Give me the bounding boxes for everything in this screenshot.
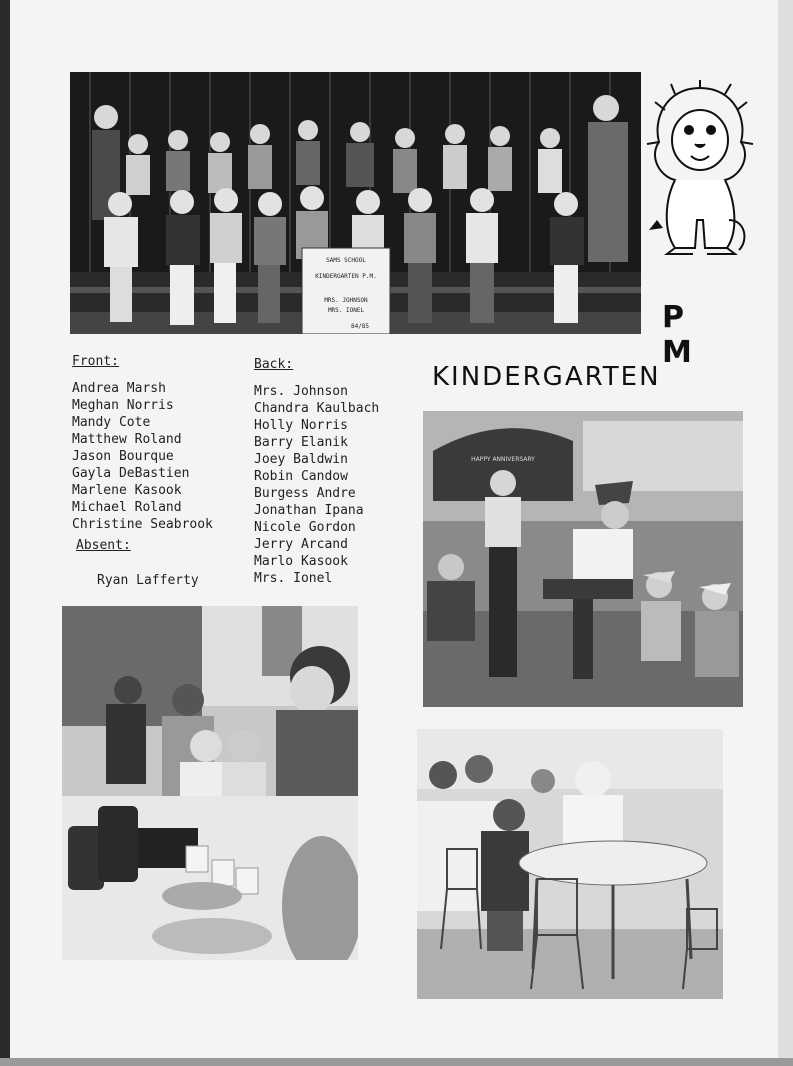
back-row-names — [254, 356, 414, 587]
back-heading: Back: — [254, 357, 294, 372]
table-activity-photo — [417, 729, 723, 999]
front-name: Jason Bourque — [72, 449, 174, 464]
pm-label: P M — [662, 300, 702, 370]
back-name: Holly Norris — [254, 418, 348, 433]
banner-text: HAPPY ANNIVERSARY — [471, 456, 535, 463]
back-name: Mrs. Johnson — [254, 384, 348, 399]
page-edge-right — [778, 0, 793, 1066]
back-name: Burgess Andre — [254, 486, 356, 501]
sign-line-3: MRS. JOHNSON — [324, 297, 368, 304]
sign-line-1: SAMS SCHOOL — [326, 257, 366, 264]
sign-line-4: MRS. IONEL — [327, 307, 365, 314]
class-photo — [70, 72, 641, 334]
back-name: Robin Candow — [254, 469, 348, 484]
front-name: Christine Seabrook — [72, 517, 213, 532]
front-name: Andrea Marsh — [72, 381, 166, 396]
lion-mascot-icon — [645, 80, 755, 260]
front-name: Gayla DeBastien — [72, 466, 190, 481]
absent-heading: Absent: — [76, 538, 131, 553]
front-heading: Front: — [72, 354, 119, 369]
back-name: Mrs. Ionel — [254, 571, 333, 586]
back-name: Chandra Kaulbach — [254, 401, 380, 416]
sign-line-2: KINDERGARTEN P.M. — [315, 273, 377, 280]
absent-name: Ryan Lafferty — [97, 573, 199, 588]
sign-line-5: 84/85 — [350, 323, 370, 330]
front-name: Meghan Norris — [72, 398, 174, 413]
front-name: Mandy Cote — [72, 415, 151, 430]
back-name: Nicole Gordon — [254, 520, 356, 535]
front-name: Marlene Kasook — [72, 483, 182, 498]
front-name: Michael Roland — [72, 500, 182, 515]
back-name: Marlo Kasook — [254, 554, 348, 569]
page-edge-left — [0, 0, 10, 1066]
kindergarten-title: KINDERGARTEN — [432, 362, 661, 392]
back-name: Jerry Arcand — [254, 537, 348, 552]
back-name: Joey Baldwin — [254, 452, 348, 467]
front-name: Matthew Roland — [72, 432, 182, 447]
story-time-photo — [423, 411, 743, 707]
page-edge-bottom — [0, 1058, 793, 1066]
juice-time-photo — [62, 606, 358, 960]
back-name: Barry Elanik — [254, 435, 348, 450]
back-name: Jonathan Ipana — [254, 503, 364, 518]
front-row-names — [72, 353, 242, 533]
